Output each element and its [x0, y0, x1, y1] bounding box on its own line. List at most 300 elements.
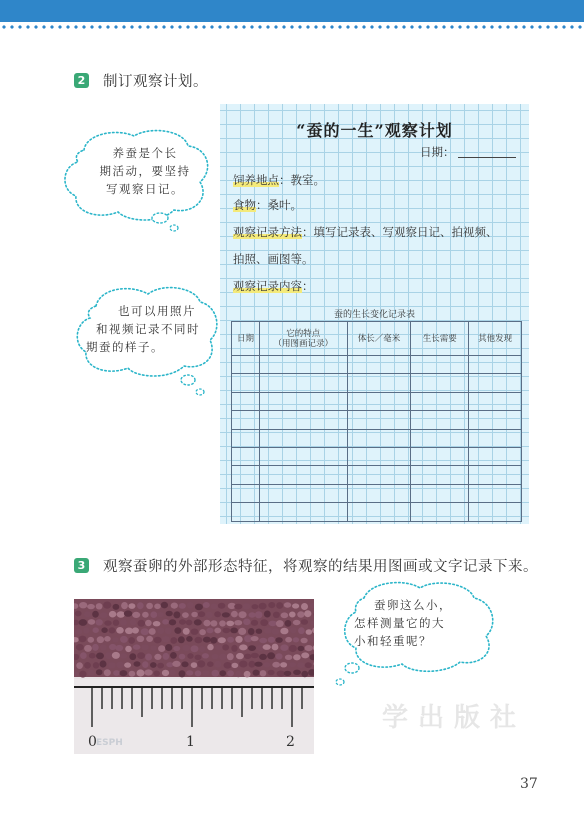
silkworm-egg: [128, 637, 135, 644]
silkworm-egg: [76, 644, 84, 651]
table-row: [232, 466, 522, 484]
silkworm-egg: [203, 602, 210, 608]
silkworm-egg: [219, 654, 227, 661]
silkworm-egg: [76, 662, 83, 669]
silkworm-egg: [301, 671, 308, 677]
silkworm-egg: [210, 637, 217, 644]
silkworm-egg: [220, 670, 227, 676]
silkworm-egg: [253, 670, 260, 676]
silkworm-egg: [297, 662, 305, 668]
silkworm-egg: [263, 662, 270, 668]
step-3-badge: 3: [74, 558, 89, 573]
silkworm-egg: [254, 662, 262, 667]
silkworm-egg: [173, 646, 180, 651]
silkworm-egg: [100, 660, 107, 667]
plan-date-line: [458, 157, 516, 158]
bubble-2-line-3: 期蚕的样子。: [86, 340, 164, 354]
silkworm-egg: [178, 636, 185, 643]
silkworm-egg: [285, 620, 292, 627]
silkworm-egg: [129, 653, 136, 660]
bubble-2-line-2: 和视频记录不同时: [96, 322, 200, 336]
silkworm-egg: [153, 671, 160, 677]
silkworm-egg: [138, 620, 146, 627]
silkworm-egg: [227, 637, 234, 643]
silkworm-egg: [141, 628, 149, 635]
silkworm-egg: [181, 661, 188, 667]
silkworm-egg: [191, 629, 199, 635]
silkworm-egg: [109, 611, 116, 618]
silkworm-egg: [183, 628, 190, 635]
silkworm-egg: [120, 619, 127, 626]
silkworm-egg: [268, 602, 275, 608]
publisher-watermark: 学出版社: [382, 703, 527, 733]
ruler-brand: ESPH: [96, 738, 123, 748]
silkworm-egg: [244, 671, 251, 678]
silkworm-egg: [157, 627, 164, 634]
table-row: [232, 447, 522, 465]
silkworm-egg: [75, 629, 83, 635]
silkworm-egg: [162, 670, 169, 676]
silkworm-egg: [132, 627, 139, 633]
observation-plan-card: [220, 104, 529, 524]
header-length: 体长／毫米: [347, 322, 411, 356]
silkworm-egg: [161, 602, 168, 609]
silkworm-egg: [297, 611, 304, 617]
silkworm-egg: [289, 662, 296, 667]
silkworm-egg: [79, 636, 87, 643]
silkworm-egg: [166, 611, 173, 617]
silkworm-egg: [165, 627, 172, 634]
silkworm-egg: [227, 653, 234, 660]
silkworm-egg: [149, 628, 156, 635]
silkworm-egg: [226, 621, 234, 627]
silkworm-eggs-image: [74, 599, 314, 754]
silkworm-egg: [97, 636, 104, 643]
silkworm-egg: [231, 611, 238, 618]
silkworm-egg: [170, 652, 177, 659]
bubble-1-line-2: 期活动，要坚持: [99, 164, 191, 178]
silkworm-egg: [275, 637, 282, 643]
silkworm-egg: [96, 653, 104, 660]
silkworm-egg: [100, 644, 107, 650]
silkworm-egg: [87, 604, 95, 609]
silkworm-egg: [293, 620, 301, 625]
silkworm-egg: [214, 628, 221, 634]
silkworm-egg: [284, 602, 292, 607]
silkworm-egg: [298, 627, 305, 634]
silkworm-egg: [117, 611, 125, 617]
silkworm-egg: [150, 662, 157, 668]
silkworm-egg: [124, 662, 131, 667]
table-row: [232, 374, 522, 392]
silkworm-egg: [206, 628, 213, 634]
silkworm-egg: [222, 628, 230, 634]
silkworm-egg: [137, 669, 145, 676]
ruler-label-0: 0: [88, 734, 97, 750]
thought-bubble-diary: [56, 120, 216, 238]
silkworm-egg: [112, 637, 118, 643]
silkworm-egg: [285, 655, 292, 660]
silkworm-egg: [169, 619, 176, 625]
silkworm-egg: [186, 670, 193, 675]
silkworm-egg: [244, 654, 251, 659]
silkworm-egg: [268, 670, 275, 676]
step-2-badge: 2: [74, 73, 89, 88]
silkworm-egg: [116, 627, 124, 634]
silkworm-egg: [267, 652, 275, 659]
food-value: ：桑叶。: [256, 198, 302, 212]
silkworm-egg: [80, 652, 87, 659]
table-row: [232, 484, 522, 502]
silkworm-egg: [197, 660, 205, 667]
silkworm-egg: [104, 669, 111, 676]
silkworm-egg: [272, 644, 279, 651]
silkworm-egg: [92, 611, 99, 618]
method-value-2: 拍照、画图等。: [233, 252, 314, 266]
silkworm-egg: [285, 637, 292, 643]
silkworm-egg: [182, 645, 190, 651]
silkworm-egg: [207, 661, 214, 667]
silkworm-egg: [305, 645, 313, 651]
plan-title: “蚕的一生”观察计划: [296, 121, 453, 140]
silkworm-egg: [293, 670, 301, 675]
bubble-3-line-1: 蚕卵这么小，: [374, 598, 452, 612]
silkworm-egg: [260, 670, 267, 676]
plan-row-place: [233, 172, 325, 188]
silkworm-egg: [187, 653, 193, 659]
thought-bubble-photos: [72, 282, 222, 400]
silkworm-egg: [79, 671, 86, 678]
silkworm-egg: [298, 646, 305, 651]
silkworm-egg: [172, 661, 180, 667]
silkworm-egg: [304, 610, 311, 617]
silkworm-egg: [191, 662, 198, 668]
silkworm-egg: [251, 653, 259, 658]
silkworm-egg: [191, 645, 199, 652]
silkworm-egg: [186, 636, 193, 642]
silkworm-egg: [170, 637, 177, 644]
silkworm-egg: [137, 636, 145, 642]
silkworm-egg: [212, 670, 220, 677]
silkworm-egg: [214, 661, 221, 668]
plan-date-label: 日期：: [420, 145, 455, 159]
step-2-heading: [74, 70, 208, 91]
silkworm-egg: [234, 604, 242, 610]
silkworm-egg: [203, 620, 210, 627]
silkworm-egg: [120, 653, 127, 659]
silkworm-egg: [84, 662, 91, 669]
silkworm-egg: [137, 602, 144, 609]
silkworm-egg: [145, 654, 152, 661]
silkworm-egg: [182, 612, 189, 618]
silkworm-egg: [281, 612, 289, 618]
silkworm-egg: [79, 602, 87, 608]
silkworm-egg: [210, 620, 217, 626]
silkworm-egg: [214, 611, 221, 617]
silkworm-egg: [89, 653, 96, 659]
silkworm-egg: [195, 655, 202, 660]
silkworm-egg: [154, 654, 161, 660]
silkworm-egg: [132, 612, 140, 618]
silkworm-egg: [259, 654, 267, 660]
silkworm-egg: [154, 604, 161, 610]
silkworm-egg: [84, 611, 91, 617]
ruler-label-2: 2: [286, 734, 295, 750]
silkworm-egg: [142, 612, 149, 618]
silkworm-egg: [124, 610, 132, 616]
silkworm-egg: [301, 652, 309, 658]
silkworm-egg: [306, 629, 313, 635]
silkworm-egg: [169, 670, 176, 676]
silkworm-egg: [158, 645, 165, 652]
silkworm-egg: [293, 654, 301, 660]
silkworm-egg: [276, 620, 284, 627]
silkworm-egg: [251, 620, 258, 626]
silkworm-egg: [238, 611, 246, 618]
silkworm-egg: [211, 654, 218, 660]
silkworm-egg: [210, 604, 218, 610]
silkworm-egg: [290, 627, 297, 633]
silkworm-egg: [252, 604, 259, 609]
silkworm-egg: [222, 612, 230, 617]
growth-record-table: [231, 321, 522, 522]
silkworm-egg: [231, 645, 237, 652]
silkworm-egg: [129, 671, 136, 677]
silkworm-egg: [157, 612, 164, 617]
silkworm-egg: [203, 637, 211, 643]
silkworm-egg: [292, 603, 299, 608]
silkworm-egg: [141, 644, 149, 650]
silkworm-egg: [268, 637, 275, 643]
place-label: 饲养地点: [233, 173, 279, 187]
silkworm-egg: [109, 644, 116, 650]
silkworm-egg: [249, 661, 256, 668]
silkworm-egg: [153, 621, 161, 626]
silkworm-egg: [259, 603, 267, 610]
silkworm-egg: [272, 628, 280, 635]
silkworm-egg: [206, 612, 213, 618]
silkworm-egg: [115, 645, 123, 651]
step-2-text: 制订观察计划。: [103, 74, 208, 90]
silkworm-egg: [146, 603, 153, 609]
silkworm-egg: [179, 619, 186, 624]
food-label: 食物: [233, 198, 256, 212]
silkworm-egg: [130, 619, 136, 626]
silkworm-egg: [137, 652, 145, 659]
silkworm-egg: [162, 619, 169, 624]
silkworm-egg: [194, 619, 202, 625]
silkworm-egg: [113, 670, 120, 676]
silkworm-egg: [101, 627, 107, 633]
header-features: 它的特点 （用图画记录）: [259, 322, 347, 356]
silkworm-egg: [227, 670, 234, 676]
silkworm-egg: [108, 662, 116, 668]
silkworm-egg: [75, 611, 82, 617]
silkworm-egg: [284, 671, 292, 676]
silkworm-egg: [88, 619, 95, 625]
silkworm-egg: [273, 612, 280, 618]
silkworm-egg: [264, 627, 272, 634]
silkworm-egg: [199, 646, 205, 652]
silkworm-egg: [113, 604, 120, 610]
silkworm-egg: [249, 612, 256, 617]
silkworm-egg: [92, 644, 99, 651]
silkworm-egg: [195, 670, 202, 676]
silkworm-egg: [260, 619, 268, 626]
table-row: [232, 356, 522, 374]
silkworm-egg: [133, 644, 141, 649]
silkworm-egg: [157, 663, 164, 669]
silkworm-egg: [280, 662, 287, 667]
silkworm-egg: [280, 644, 288, 651]
header-date: 日期: [232, 322, 260, 356]
silkworm-egg: [163, 653, 170, 660]
silkworm-egg: [305, 662, 312, 668]
silkworm-egg: [121, 602, 128, 609]
plan-row-method-cont: [233, 251, 314, 267]
silkworm-egg: [243, 619, 250, 626]
silkworm-egg: [255, 611, 263, 618]
method-value-1: ：填写记录表、写观察日记、拍视频、: [302, 225, 498, 239]
silkworm-egg: [202, 653, 209, 658]
content-label: 观察记录内容: [233, 279, 302, 293]
silkworm-egg: [280, 628, 288, 635]
silkworm-egg: [179, 670, 186, 677]
silkworm-egg: [146, 636, 153, 642]
silkworm-egg: [128, 603, 135, 609]
silkworm-egg: [222, 644, 229, 650]
silkworm-egg: [218, 603, 226, 609]
silkworm-egg: [199, 629, 206, 635]
silkworm-egg: [93, 662, 99, 668]
table-row: [232, 411, 522, 429]
silkworm-egg: [289, 612, 296, 618]
silkworm-egg: [276, 602, 283, 609]
method-label: 观察记录方法: [233, 225, 302, 239]
silkworm-egg: [150, 645, 157, 650]
silkworm-egg: [104, 636, 111, 642]
top-banner: [0, 0, 584, 22]
silkworm-egg: [120, 636, 128, 643]
thought-bubble-measure: [330, 576, 500, 692]
silkworm-egg: [145, 620, 152, 626]
silkworm-egg: [301, 638, 308, 644]
silkworm-egg: [235, 636, 242, 643]
step-3-heading: [74, 555, 538, 576]
silkworm-egg: [248, 645, 256, 651]
silkworm-egg: [134, 661, 141, 666]
silkworm-egg: [173, 611, 180, 618]
silkworm-egg: [96, 603, 103, 609]
plan-row-food: [233, 197, 302, 213]
silkworm-egg: [171, 603, 178, 609]
silkworm-egg: [301, 619, 308, 625]
silkworm-egg: [83, 627, 89, 634]
bubble-1-line-1: 养蚕是个长: [112, 146, 178, 160]
silkworm-egg: [243, 603, 251, 610]
silkworm-egg: [120, 670, 128, 676]
silkworm-egg: [100, 612, 108, 618]
silkworm-egg: [263, 644, 271, 650]
silkworm-egg: [112, 652, 120, 659]
silkworm-egg: [88, 637, 95, 643]
silkworm-egg: [103, 602, 111, 609]
silkworm-egg: [238, 628, 246, 635]
bubble-3-line-2: 怎样测量它的大: [354, 616, 445, 630]
silkworm-egg: [87, 670, 95, 676]
silkworm-egg: [113, 620, 119, 626]
table-row: [232, 503, 522, 521]
silkworm-egg: [105, 652, 112, 659]
silkworm-egg: [162, 636, 170, 642]
silkworm-egg: [96, 619, 103, 625]
silkworm-egg: [191, 612, 198, 618]
silkworm-egg: [195, 637, 203, 644]
silkworm-egg: [93, 627, 99, 633]
content-colon: ：: [302, 279, 314, 293]
silkworm-egg: [166, 662, 173, 667]
header-other: 其他发现: [469, 322, 522, 356]
silkworm-egg: [230, 628, 238, 634]
plan-row-method: [233, 224, 498, 240]
table-row: [232, 392, 522, 410]
place-value: ：教室。: [279, 173, 325, 187]
silkworm-egg: [207, 644, 213, 650]
silkworm-egg: [79, 619, 87, 626]
silkworm-egg: [84, 645, 92, 652]
silkworm-egg: [154, 637, 162, 644]
silkworm-egg: [234, 620, 242, 625]
silkworm-egg: [231, 663, 238, 668]
silkworm-egg: [272, 662, 280, 668]
silkworm-egg: [104, 620, 111, 625]
silkworm-egg: [289, 645, 297, 652]
bubble-3-line-3: 小和轻重呢？: [354, 634, 432, 648]
silkworm-eggs-photo: [74, 599, 314, 754]
silkworm-egg: [236, 653, 244, 659]
plan-row-content: [233, 278, 314, 294]
silkworm-egg: [235, 671, 242, 677]
silkworm-egg: [142, 661, 148, 668]
table-row: [232, 429, 522, 447]
silkworm-egg: [174, 627, 181, 634]
silkworm-egg: [165, 644, 172, 651]
silkworm-egg: [215, 645, 223, 651]
banner-dots: [0, 24, 584, 30]
silkworm-egg: [186, 620, 193, 626]
silkworm-egg: [275, 653, 282, 659]
silkworm-egg: [179, 603, 186, 609]
silkworm-egg: [293, 637, 300, 642]
silkworm-egg: [109, 627, 116, 633]
silkworm-egg: [239, 661, 247, 668]
silkworm-egg: [116, 662, 124, 669]
bubble-2-line-1: 也可以用照片: [118, 304, 196, 318]
silkworm-egg: [239, 644, 247, 650]
silkworm-egg: [264, 611, 271, 618]
silkworm-egg: [125, 646, 132, 652]
silkworm-egg: [198, 611, 205, 617]
silkworm-egg: [219, 620, 226, 626]
silkworm-egg: [301, 603, 308, 610]
silkworm-egg: [96, 669, 103, 675]
silkworm-egg: [251, 636, 259, 641]
step-3-text: 观察蚕卵的外部形态特征，将观察的结果用图画或文字记录下来。: [103, 559, 538, 575]
silkworm-egg: [150, 611, 157, 618]
silkworm-egg: [256, 629, 263, 634]
bubble-1-line-3: 写观察日记。: [106, 182, 184, 196]
silkworm-egg: [218, 637, 226, 643]
